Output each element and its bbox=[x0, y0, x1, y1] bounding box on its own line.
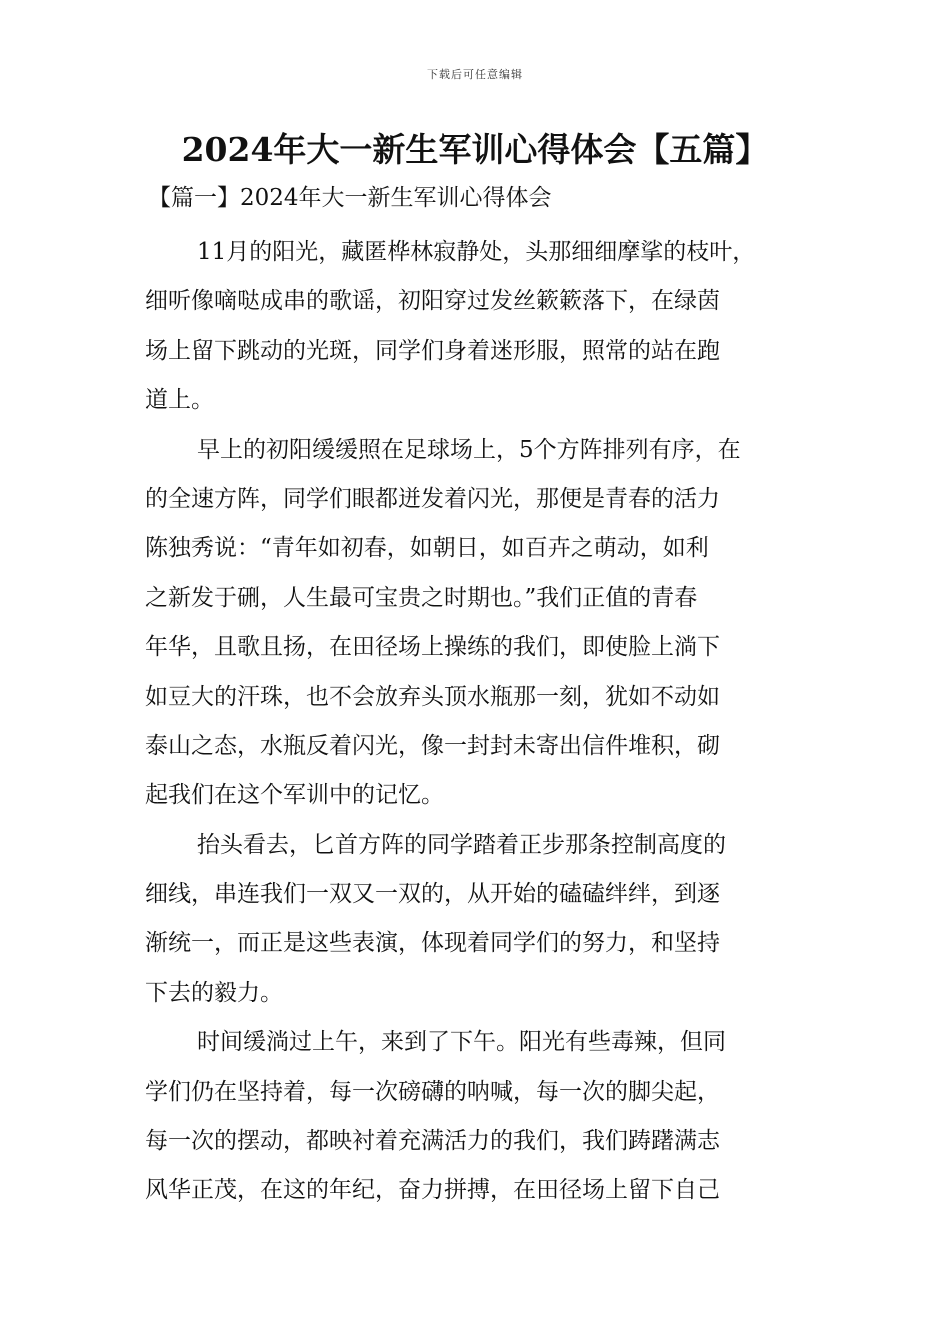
paragraph-line: 渐统一，而正是这些表演，体现着同学们的努力，和坚持 bbox=[145, 930, 720, 957]
paragraph-3 bbox=[145, 821, 825, 1019]
body-text bbox=[145, 228, 825, 1216]
section-heading: 【篇一】2024年大一新生军训心得体会 bbox=[148, 185, 552, 211]
paragraph-line: 时间缓淌过上午，来到了下午。阳光有些毒辣，但同 bbox=[197, 1029, 726, 1056]
paragraph-line: 每一次的摆动，都映衬着充满活力的我们，我们踌躇满志 bbox=[145, 1128, 720, 1155]
document-title: 2024年大一新生军训心得体会【五篇】 bbox=[181, 130, 769, 169]
paragraph-line: 场上留下跳动的光斑，同学们身着迷形服，照常的站在跑 bbox=[145, 337, 720, 364]
paragraph-line: 抬头看去，匕首方阵的同学踏着正步那条控制高度的 bbox=[197, 831, 726, 858]
paragraph-line: 泰山之态，水瓶反着闪光，像一封封未寄出信件堆积，砌 bbox=[145, 732, 720, 759]
paragraph-line: 下去的毅力。 bbox=[145, 979, 283, 1006]
header-note: 下载后可任意编辑 bbox=[427, 68, 523, 81]
paragraph-line: 风华正茂，在这的年纪，奋力拼搏，在田径场上留下自己 bbox=[145, 1177, 720, 1204]
paragraph-line: 细线，串连我们一双又一双的，从开始的磕磕绊绊，到逐 bbox=[145, 881, 720, 908]
paragraph-line: 之新发于硎，人生最可宝贵之时期也。”我们正值的青春 bbox=[145, 584, 698, 611]
paragraph-2 bbox=[145, 426, 825, 821]
paragraph-line: 的全速方阵，同学们眼都迸发着闪光，那便是青春的活力 bbox=[145, 485, 720, 512]
paragraph-line: 学们仍在坚持着，每一次磅礴的呐喊，每一次的脚尖起， bbox=[145, 1078, 720, 1105]
paragraph-line: 陈独秀说：“青年如初春，如朝日，如百卉之萌动，如利 bbox=[145, 535, 709, 562]
paragraph-4 bbox=[145, 1018, 825, 1216]
paragraph-line: 早上的初阳缓缓照在足球场上，5个方阵排列有序，在 bbox=[197, 436, 741, 463]
paragraph-line: 如豆大的汗珠，也不会放弃头顶水瓶那一刻，犹如不动如 bbox=[145, 683, 720, 710]
paragraph-line: 细听像嘀哒成串的歌谣，初阳穿过发丝簌簌落下，在绿茵 bbox=[145, 288, 720, 315]
paragraph-line: 11月的阳光，藏匿桦林寂静处，头那细细摩挲的枝叶， bbox=[197, 239, 756, 265]
paragraph-1 bbox=[145, 228, 825, 426]
paragraph-line: 起我们在这个军训中的记忆。 bbox=[145, 782, 444, 809]
paragraph-line: 道上。 bbox=[145, 387, 214, 414]
paragraph-line: 年华，且歌且扬，在田径场上操练的我们，即使脸上淌下 bbox=[145, 634, 720, 661]
